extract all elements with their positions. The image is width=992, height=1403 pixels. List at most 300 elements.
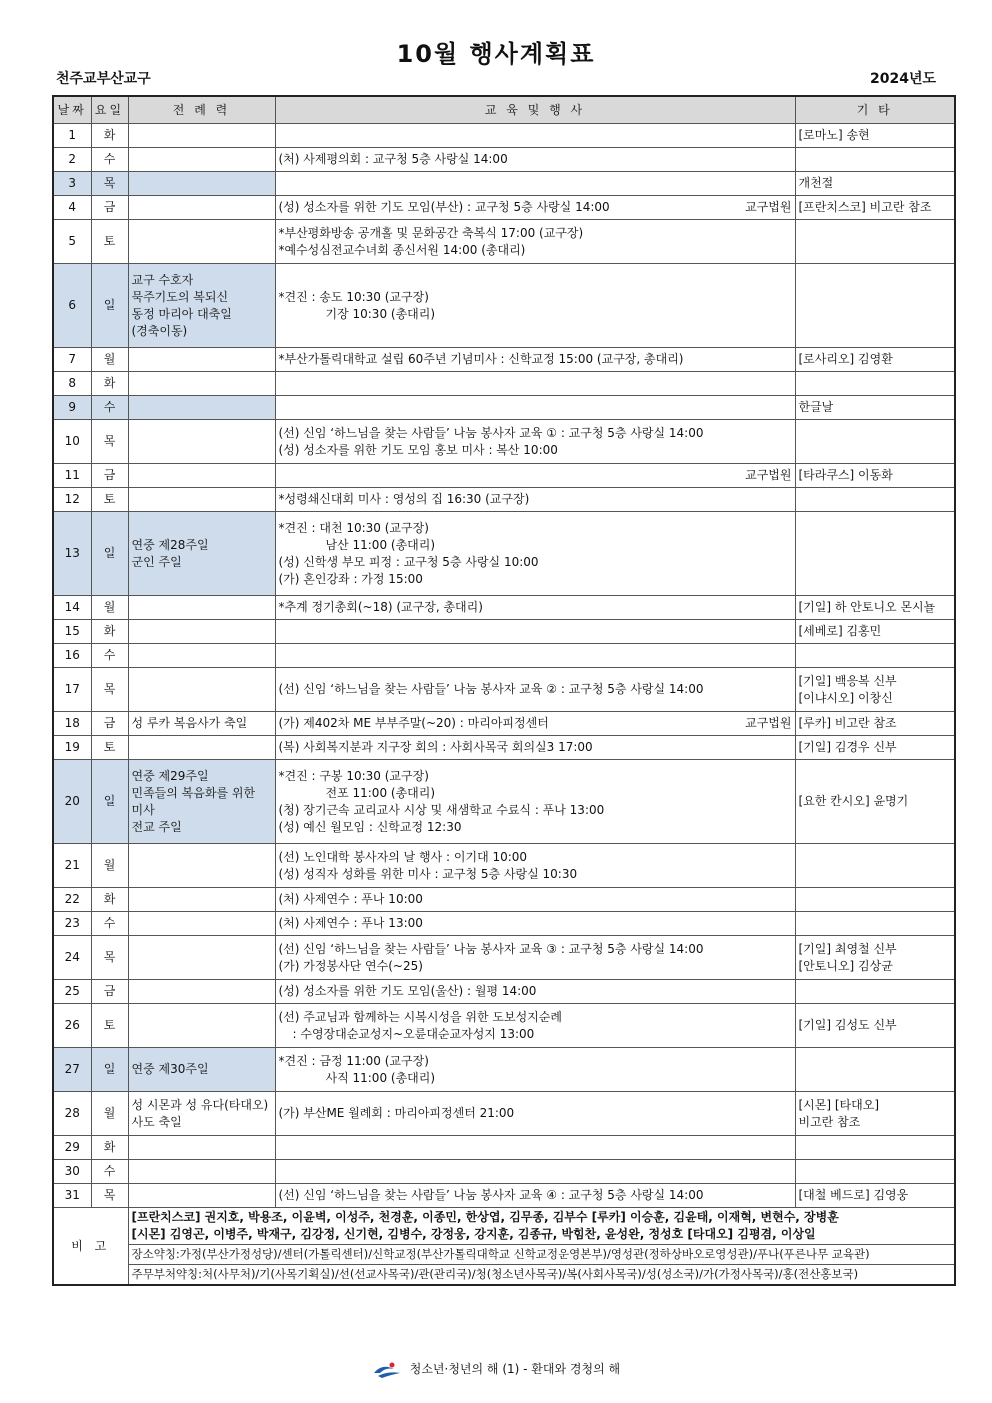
day-cell: 화	[91, 620, 128, 644]
liturgy-cell	[128, 372, 275, 396]
event-line	[279, 1053, 792, 1070]
event-text: *부산평화방송 공개홀 및 문화공간 축복식 17:00 (교구장)	[278, 225, 584, 240]
events-cell	[275, 148, 795, 172]
liturgy-cell	[128, 512, 275, 596]
other-cell	[795, 1092, 955, 1136]
event-text: (선) 노인대학 봉사자의 날 행사 : 이기대 10:00	[278, 849, 528, 864]
event-text: (성) 성소자를 위한 기도 모임 홍보 미사 : 복산 10:00	[278, 442, 558, 457]
other-line: [기일] 김성도 신부	[798, 1018, 897, 1032]
table-row	[53, 844, 955, 888]
date-cell: 13	[53, 512, 91, 596]
liturgy-cell	[128, 220, 275, 264]
day-cell: 토	[91, 488, 128, 512]
day-cell: 월	[91, 596, 128, 620]
table-row	[53, 464, 955, 488]
event-line	[279, 491, 792, 508]
day-cell: 금	[91, 712, 128, 736]
liturgy-cell	[128, 172, 275, 196]
date-cell: 16	[53, 644, 91, 668]
event-text: *성령쇄신대회 미사 : 영성의 집 16:30 (교구장)	[278, 492, 530, 506]
event-line	[279, 1105, 792, 1122]
liturgy-cell	[128, 148, 275, 172]
event-line	[279, 941, 792, 958]
event-line	[279, 554, 792, 571]
events-cell	[275, 1184, 795, 1208]
liturgy-line: 군인 주일	[131, 554, 182, 569]
table-row	[53, 644, 955, 668]
event-line	[279, 681, 792, 698]
liturgy-line: 동정 마리아 대축일	[131, 306, 232, 321]
date-cell: 6	[53, 264, 91, 348]
liturgy-cell	[128, 1136, 275, 1160]
event-line	[279, 467, 792, 484]
events-cell	[275, 464, 795, 488]
liturgy-line: 연중 제28주일	[131, 537, 209, 552]
other-cell	[795, 196, 955, 220]
event-line	[279, 768, 792, 785]
header-events: 교 육 및 행 사	[275, 96, 795, 124]
event-line	[279, 802, 792, 819]
table-row	[53, 912, 955, 936]
table-row	[53, 1184, 955, 1208]
event-line	[279, 739, 792, 756]
other-line: [루카] 비고란 참조	[798, 716, 897, 730]
table-row	[53, 1048, 955, 1092]
other-line: [기일] 하 안토니오 몬시뇰	[798, 600, 936, 614]
other-cell	[795, 620, 955, 644]
day-cell: 일	[91, 760, 128, 844]
events-cell	[275, 1004, 795, 1048]
event-text: (성) 예신 월모임 : 신학교정 12:30	[278, 819, 462, 834]
event-line	[279, 306, 792, 323]
event-line	[279, 289, 792, 306]
day-cell: 일	[91, 1048, 128, 1092]
table-row	[53, 148, 955, 172]
liturgy-cell	[128, 760, 275, 844]
notes-names	[128, 1208, 955, 1245]
event-text: : 수영장대순교성지~오륜대순교자성지 13:00	[292, 1026, 535, 1041]
liturgy-cell	[128, 264, 275, 348]
youth-year-logo-icon	[372, 1361, 402, 1379]
other-line: [기일] 최영철 신부	[798, 941, 897, 956]
event-line	[279, 351, 792, 368]
other-cell	[795, 264, 955, 348]
table-row	[53, 396, 955, 420]
event-line	[279, 425, 792, 442]
liturgy-cell	[128, 488, 275, 512]
liturgy-cell	[128, 1184, 275, 1208]
other-cell	[795, 220, 955, 264]
event-line	[279, 225, 792, 242]
event-line	[279, 571, 792, 588]
table-row	[53, 420, 955, 464]
date-cell: 2	[53, 148, 91, 172]
event-text: 전포 11:00 (총대리)	[325, 785, 436, 800]
day-cell: 화	[91, 888, 128, 912]
schedule-body	[53, 124, 955, 1208]
day-cell: 수	[91, 1160, 128, 1184]
day-cell: 수	[91, 148, 128, 172]
schedule-table	[52, 95, 956, 1286]
event-line	[279, 1026, 792, 1043]
day-cell: 목	[91, 1184, 128, 1208]
date-cell: 29	[53, 1136, 91, 1160]
liturgy-cell	[128, 1160, 275, 1184]
liturgy-cell	[128, 620, 275, 644]
other-line: [로마노] 송현	[798, 128, 870, 142]
event-line	[279, 537, 792, 554]
liturgy-line: 사도 축일	[131, 1114, 182, 1129]
events-cell	[275, 936, 795, 980]
place-abbreviations: 장소약칭:가정(부산가정성당)/센터(가톨릭센터)/신학교정(부산가톨릭대학교 신학교정운영본부)/영성관(정하상바오로영성관)/푸나(푸른나무 교육관)	[131, 1247, 870, 1261]
notes-line-2: [시몬] 김영곤, 이병주, 박재구, 김강정, 신기현, 김병수, 강정웅, 강지훈, 김종규, 박힘찬, 윤성완, 정성호 [타대오] 김평겸, 이상일	[131, 1227, 816, 1241]
table-row	[53, 596, 955, 620]
liturgy-cell	[128, 1048, 275, 1092]
liturgy-cell	[128, 464, 275, 488]
other-cell	[795, 348, 955, 372]
other-line: [프란치스코] 비고란 참조	[798, 200, 932, 214]
liturgy-line: 연중 제30주일	[131, 1062, 209, 1076]
table-row	[53, 264, 955, 348]
other-cell	[795, 1048, 955, 1092]
liturgy-cell	[128, 420, 275, 464]
other-cell	[795, 464, 955, 488]
other-line: [요한 칸시오] 윤명기	[798, 794, 909, 808]
events-cell	[275, 372, 795, 396]
other-cell	[795, 644, 955, 668]
other-cell	[795, 148, 955, 172]
date-cell: 20	[53, 760, 91, 844]
table-row	[53, 220, 955, 264]
notes-place-abbr	[128, 1245, 955, 1265]
date-cell: 14	[53, 596, 91, 620]
date-cell: 9	[53, 396, 91, 420]
table-header-row	[53, 96, 955, 124]
event-text: *견진 : 송도 10:30 (교구장)	[278, 289, 429, 304]
other-cell	[795, 1136, 955, 1160]
liturgy-cell	[128, 936, 275, 980]
table-row	[53, 620, 955, 644]
events-cell	[275, 1160, 795, 1184]
liturgy-line: 성 시몬과 성 유다(타대오)	[131, 1097, 269, 1112]
day-cell: 금	[91, 196, 128, 220]
day-cell: 토	[91, 220, 128, 264]
date-cell: 28	[53, 1092, 91, 1136]
event-text: (선) 신임 ‘하느님을 찾는 사람들’ 나눔 봉사자 교육 ② : 교구청 5층 사랑실 14:00	[278, 682, 704, 696]
table-row	[53, 736, 955, 760]
event-line	[279, 1009, 792, 1026]
other-line: 비고란 참조	[798, 1114, 861, 1129]
table-row	[53, 1160, 955, 1184]
events-cell	[275, 264, 795, 348]
date-cell: 3	[53, 172, 91, 196]
other-line: [이냐시오] 이창신	[798, 690, 893, 705]
day-cell: 목	[91, 936, 128, 980]
event-text: (선) 신임 ‘하느님을 찾는 사람들’ 나눔 봉사자 교육 ③ : 교구청 5층 사랑실 14:00	[278, 941, 704, 956]
table-row	[53, 1092, 955, 1136]
page-title: 10월 행사계획표	[396, 40, 596, 68]
events-cell	[275, 888, 795, 912]
table-row	[53, 760, 955, 844]
events-cell	[275, 1092, 795, 1136]
table-row	[53, 512, 955, 596]
date-cell: 10	[53, 420, 91, 464]
year-label: 2024년도	[869, 71, 936, 87]
other-cell	[795, 1160, 955, 1184]
event-text: *견진 : 구봉 10:30 (교구장)	[278, 768, 429, 783]
liturgy-cell	[128, 124, 275, 148]
date-cell: 4	[53, 196, 91, 220]
day-cell: 금	[91, 464, 128, 488]
other-cell	[795, 980, 955, 1004]
day-cell: 수	[91, 644, 128, 668]
header-day: 요일	[91, 96, 128, 124]
event-text: *견진 : 대천 10:30 (교구장)	[278, 520, 429, 535]
other-cell	[795, 888, 955, 912]
event-remark: 교구법원	[745, 468, 792, 482]
liturgy-cell	[128, 736, 275, 760]
other-cell	[795, 668, 955, 712]
liturgy-cell	[128, 980, 275, 1004]
liturgy-line: 교구 수호자	[131, 272, 194, 287]
day-cell: 월	[91, 844, 128, 888]
other-cell	[795, 396, 955, 420]
events-cell	[275, 980, 795, 1004]
footer	[0, 1360, 992, 1379]
events-cell	[275, 620, 795, 644]
events-cell	[275, 1048, 795, 1092]
date-cell: 24	[53, 936, 91, 980]
events-cell	[275, 488, 795, 512]
table-row	[53, 1136, 955, 1160]
event-remark: 교구법원	[745, 716, 792, 730]
event-text: (복) 사회복지분과 지구장 회의 : 사회사목국 회의실3 17:00	[278, 740, 593, 754]
other-cell	[795, 912, 955, 936]
header-other: 기 타	[795, 96, 955, 124]
event-line	[279, 242, 792, 259]
other-cell	[795, 172, 955, 196]
event-text: (처) 사제연수 : 푸나 13:00	[278, 916, 423, 930]
event-text: (선) 신임 ‘하느님을 찾는 사람들’ 나눔 봉사자 교육 ④ : 교구청 5층 사랑실 14:00	[278, 1188, 704, 1202]
date-cell: 26	[53, 1004, 91, 1048]
other-line: [타라쿠스] 이동화	[798, 468, 893, 482]
date-cell: 25	[53, 980, 91, 1004]
day-cell: 금	[91, 980, 128, 1004]
event-text: 남산 11:00 (총대리)	[325, 537, 436, 552]
date-cell: 23	[53, 912, 91, 936]
table-row	[53, 668, 955, 712]
date-cell: 17	[53, 668, 91, 712]
events-cell	[275, 512, 795, 596]
notes-section	[53, 1208, 955, 1286]
liturgy-cell	[128, 644, 275, 668]
event-line	[279, 599, 792, 616]
event-text: (처) 사제평의회 : 교구청 5층 사랑실 14:00	[278, 152, 508, 166]
other-cell	[795, 596, 955, 620]
table-row	[53, 196, 955, 220]
events-cell	[275, 1136, 795, 1160]
liturgy-line: 미사	[131, 802, 155, 817]
other-cell	[795, 512, 955, 596]
events-cell	[275, 844, 795, 888]
day-cell: 일	[91, 264, 128, 348]
event-text: (가) 제402차 ME 부부주말(~20) : 마리아피정센터	[278, 716, 549, 730]
event-line	[279, 819, 792, 836]
day-cell: 화	[91, 1136, 128, 1160]
other-line: [세베로] 김홍민	[798, 624, 882, 638]
day-cell: 화	[91, 372, 128, 396]
date-cell: 15	[53, 620, 91, 644]
event-remark: 교구법원	[745, 200, 792, 214]
event-line	[279, 151, 792, 168]
event-line	[279, 1187, 792, 1204]
events-cell	[275, 760, 795, 844]
liturgy-line: 민족들의 복음화를 위한	[131, 785, 256, 800]
liturgy-cell	[128, 1092, 275, 1136]
other-line: [안토니오] 김상균	[798, 958, 893, 973]
table-row	[53, 172, 955, 196]
event-line	[279, 866, 792, 883]
events-cell	[275, 396, 795, 420]
notes-dept-abbr	[128, 1265, 955, 1286]
footer-text: 청소년·청년의 해 (1) - 환대와 경청의 해	[409, 1362, 621, 1376]
liturgy-cell	[128, 396, 275, 420]
other-line: [시몬] [타대오]	[798, 1097, 880, 1112]
other-cell	[795, 1184, 955, 1208]
events-cell	[275, 220, 795, 264]
date-cell: 27	[53, 1048, 91, 1092]
liturgy-cell	[128, 844, 275, 888]
other-line: 한글날	[798, 400, 834, 414]
liturgy-cell	[128, 888, 275, 912]
table-row	[53, 124, 955, 148]
liturgy-cell	[128, 668, 275, 712]
date-cell: 1	[53, 124, 91, 148]
day-cell: 목	[91, 668, 128, 712]
other-cell	[795, 936, 955, 980]
other-cell	[795, 1004, 955, 1048]
event-text: 사직 11:00 (총대리)	[325, 1070, 436, 1085]
event-text: *추계 정기총회(~18) (교구장, 총대리)	[278, 600, 483, 614]
event-line	[279, 520, 792, 537]
events-cell	[275, 420, 795, 464]
event-line	[279, 958, 792, 975]
event-text: 기장 10:30 (총대리)	[325, 306, 436, 321]
date-cell: 5	[53, 220, 91, 264]
other-cell	[795, 736, 955, 760]
liturgy-line: 연중 제29주일	[131, 768, 209, 783]
liturgy-cell	[128, 196, 275, 220]
day-cell: 수	[91, 912, 128, 936]
other-line: [로사리오] 김영환	[798, 352, 893, 366]
event-text: (청) 장기근속 교리교사 시상 및 새샘학교 수료식 : 푸나 13:00	[278, 802, 605, 817]
table-row	[53, 488, 955, 512]
liturgy-line: 묵주기도의 복되신	[131, 289, 229, 304]
other-line: 개천절	[798, 176, 834, 190]
notes-line-1: [프란치스코] 권지호, 박용조, 이윤벽, 이성주, 천경훈, 이종민, 한상엽, 김무종, 김부수 [루카] 이승훈, 김윤태, 이재혁, 변현수, 장병훈	[131, 1210, 839, 1224]
event-line	[279, 891, 792, 908]
event-text: (성) 신학생 부모 피정 : 교구청 5층 사랑실 10:00	[278, 554, 539, 569]
day-cell: 월	[91, 348, 128, 372]
other-cell	[795, 420, 955, 464]
other-cell	[795, 124, 955, 148]
liturgy-line: 전교 주일	[131, 819, 182, 834]
liturgy-line: 성 루카 복음사가 축일	[131, 716, 248, 730]
table-row	[53, 712, 955, 736]
organization-name: 천주교부산교구	[56, 71, 151, 87]
table-row	[53, 1004, 955, 1048]
header-liturgy: 전 례 력	[128, 96, 275, 124]
event-line	[279, 983, 792, 1000]
event-text: (성) 성소자를 위한 기도 모임(부산) : 교구청 5층 사랑실 14:00	[278, 200, 610, 214]
events-cell	[275, 124, 795, 148]
events-cell	[275, 712, 795, 736]
day-cell: 수	[91, 396, 128, 420]
liturgy-cell	[128, 348, 275, 372]
liturgy-cell	[128, 1004, 275, 1048]
date-cell: 7	[53, 348, 91, 372]
date-cell: 19	[53, 736, 91, 760]
date-cell: 8	[53, 372, 91, 396]
table-row	[53, 888, 955, 912]
event-text: (가) 가정봉사단 연수(~25)	[278, 958, 423, 973]
event-line	[279, 785, 792, 802]
date-cell: 18	[53, 712, 91, 736]
events-cell	[275, 668, 795, 712]
event-text: *예수성심전교수녀회 종신서원 14:00 (총대리)	[278, 242, 526, 257]
other-line: [기일] 김경우 신부	[798, 740, 897, 754]
table-row	[53, 372, 955, 396]
liturgy-line: (경축이동)	[131, 323, 188, 338]
notes-label: 비 고	[53, 1208, 128, 1286]
liturgy-cell	[128, 712, 275, 736]
day-cell: 목	[91, 172, 128, 196]
date-cell: 30	[53, 1160, 91, 1184]
table-row	[53, 936, 955, 980]
liturgy-cell	[128, 596, 275, 620]
other-cell	[795, 488, 955, 512]
other-line: [대철 베드로] 김영웅	[798, 1188, 909, 1202]
event-text: *견진 : 금정 11:00 (교구장)	[278, 1053, 429, 1068]
event-line	[279, 915, 792, 932]
other-line: [기일] 백응복 신부	[798, 673, 897, 688]
other-cell	[795, 760, 955, 844]
day-cell: 목	[91, 420, 128, 464]
day-cell: 토	[91, 1004, 128, 1048]
events-cell	[275, 736, 795, 760]
date-cell: 22	[53, 888, 91, 912]
event-line	[279, 1070, 792, 1087]
date-cell: 12	[53, 488, 91, 512]
day-cell: 토	[91, 736, 128, 760]
event-text: (선) 주교님과 함께하는 시복시성을 위한 도보성지순례	[278, 1009, 562, 1024]
event-line	[279, 199, 792, 216]
day-cell: 일	[91, 512, 128, 596]
events-cell	[275, 172, 795, 196]
events-cell	[275, 644, 795, 668]
date-cell: 31	[53, 1184, 91, 1208]
date-cell: 11	[53, 464, 91, 488]
event-line	[279, 442, 792, 459]
event-text: *부산가톨릭대학교 설립 60주년 기념미사 : 신학교정 15:00 (교구장, 총대리)	[278, 352, 684, 366]
event-line	[279, 715, 792, 732]
event-line	[279, 849, 792, 866]
events-cell	[275, 912, 795, 936]
events-cell	[275, 596, 795, 620]
event-text: (성) 성소자를 위한 기도 모임(울산) : 월평 14:00	[278, 984, 537, 998]
event-text: (처) 사제연수 : 푸나 10:00	[278, 892, 423, 906]
other-cell	[795, 372, 955, 396]
